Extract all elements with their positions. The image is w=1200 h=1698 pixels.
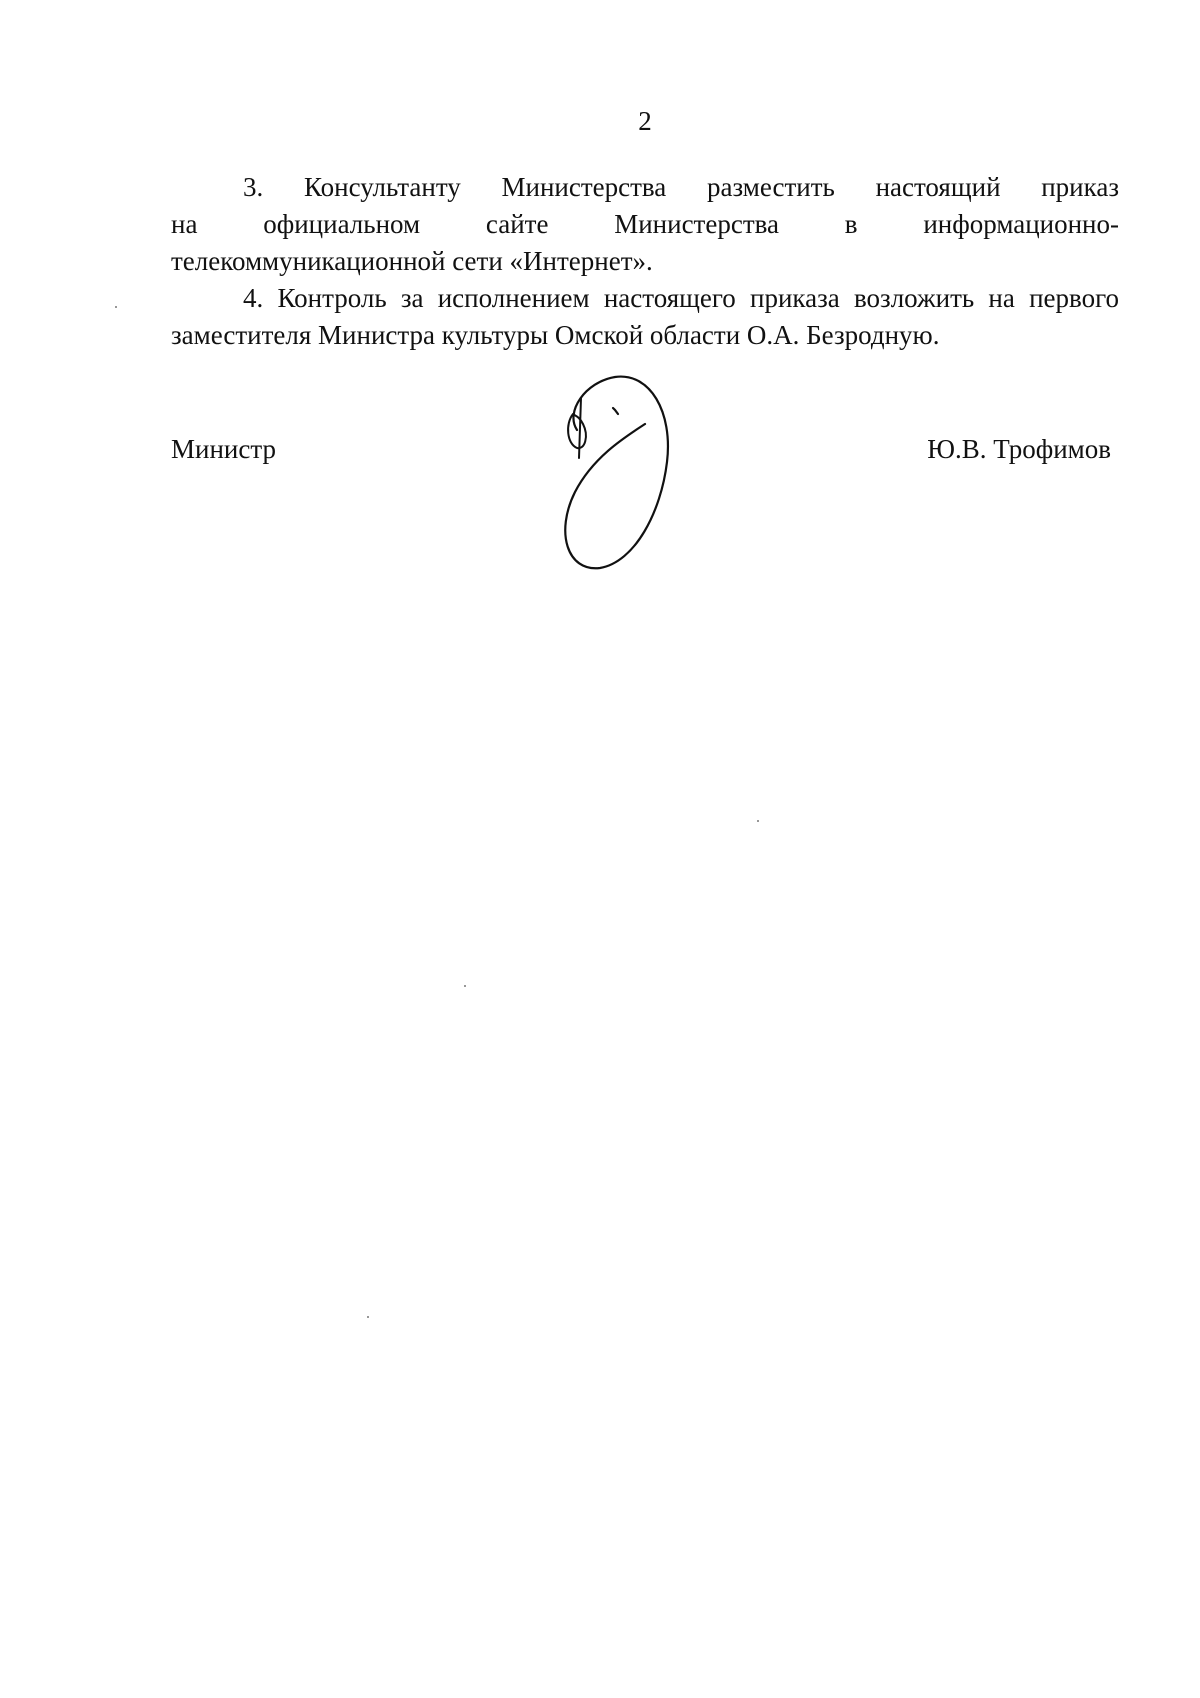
paragraph-4	[171, 280, 1119, 354]
paragraph-line: телекоммуникационной сети «Интернет».	[171, 246, 653, 276]
document-body	[171, 169, 1119, 354]
scan-speck	[464, 985, 466, 987]
paragraph-3	[171, 169, 1119, 280]
paragraph-line: 4. Контроль за исполнением настоящего приказа возложить на первого	[243, 283, 1119, 313]
scan-speck	[115, 306, 117, 308]
paragraph-line: на официальном сайте Министерства в информационно-	[171, 209, 1119, 239]
paragraph-line: заместителя Министра культуры Омской области О.А. Безродную.	[171, 320, 940, 350]
signatory-title: Министр	[171, 434, 276, 464]
signatory-name: Ю.В. Трофимов	[927, 434, 1111, 464]
scan-speck	[757, 820, 759, 822]
page-number: 2	[638, 106, 652, 136]
paragraph-line: 3. Консультанту Министерства разместить настоящий приказ	[243, 172, 1119, 202]
scan-speck	[367, 1316, 369, 1318]
handwritten-signature	[555, 372, 695, 582]
